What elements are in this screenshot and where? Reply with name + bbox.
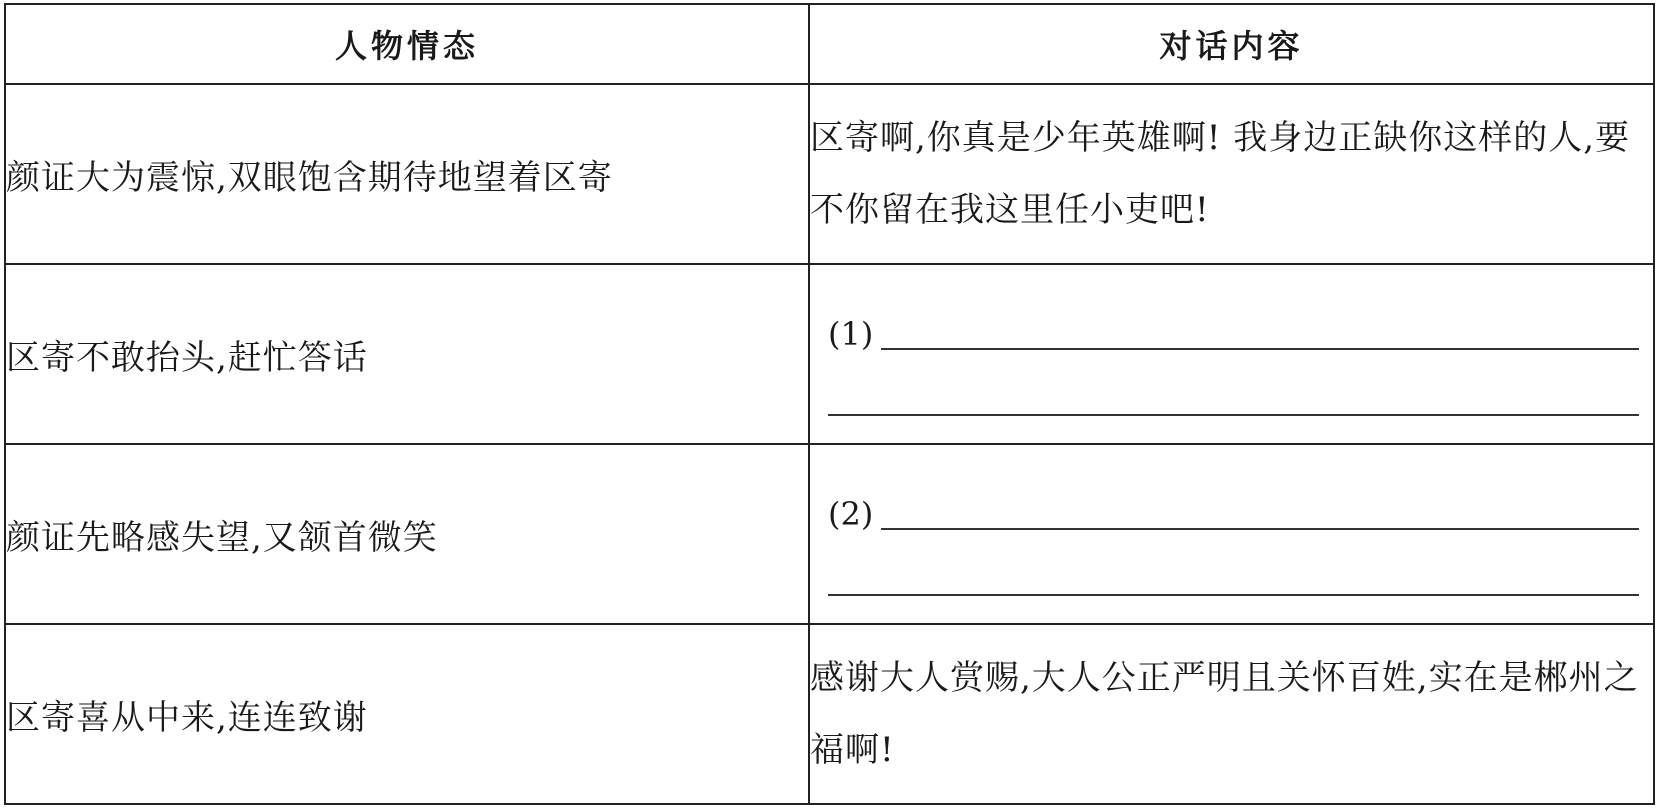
answer-blank-cell [809, 444, 1654, 624]
character-state-cell: 区寄不敢抬头,赶忙答话 [5, 264, 809, 444]
header-dialogue-content: 对话内容 [809, 4, 1654, 84]
answer-line[interactable] [881, 528, 1639, 530]
character-state-cell: 区寄喜从中来,连连致谢 [5, 624, 809, 804]
character-state-cell: 颜证先略感失望,又颔首微笑 [5, 444, 809, 624]
dialogue-table [4, 3, 1655, 805]
dialogue-cell: 感谢大人赏赐,大人公正严明且关怀百姓,实在是郴州之福啊! [809, 624, 1654, 804]
dialogue-cell: 区寄啊,你真是少年英雄啊! 我身边正缺你这样的人,要不你留在我这里任小吏吧! [809, 84, 1654, 264]
character-state-cell: 颜证大为震惊,双眼饱含期待地望着区寄 [5, 84, 809, 264]
blank-label: (1) [828, 315, 874, 353]
table-row [5, 84, 1654, 264]
answer-line[interactable] [881, 348, 1639, 350]
table-header-row [5, 4, 1654, 84]
table-row [5, 264, 1654, 444]
table-row [5, 444, 1654, 624]
header-character-state: 人物情态 [5, 4, 809, 84]
answer-line[interactable] [828, 352, 1639, 416]
table-row [5, 624, 1654, 804]
blank-label: (2) [828, 495, 874, 533]
answer-line[interactable] [828, 532, 1639, 596]
answer-blank-cell [809, 264, 1654, 444]
dialogue-table-sheet [4, 3, 1653, 803]
